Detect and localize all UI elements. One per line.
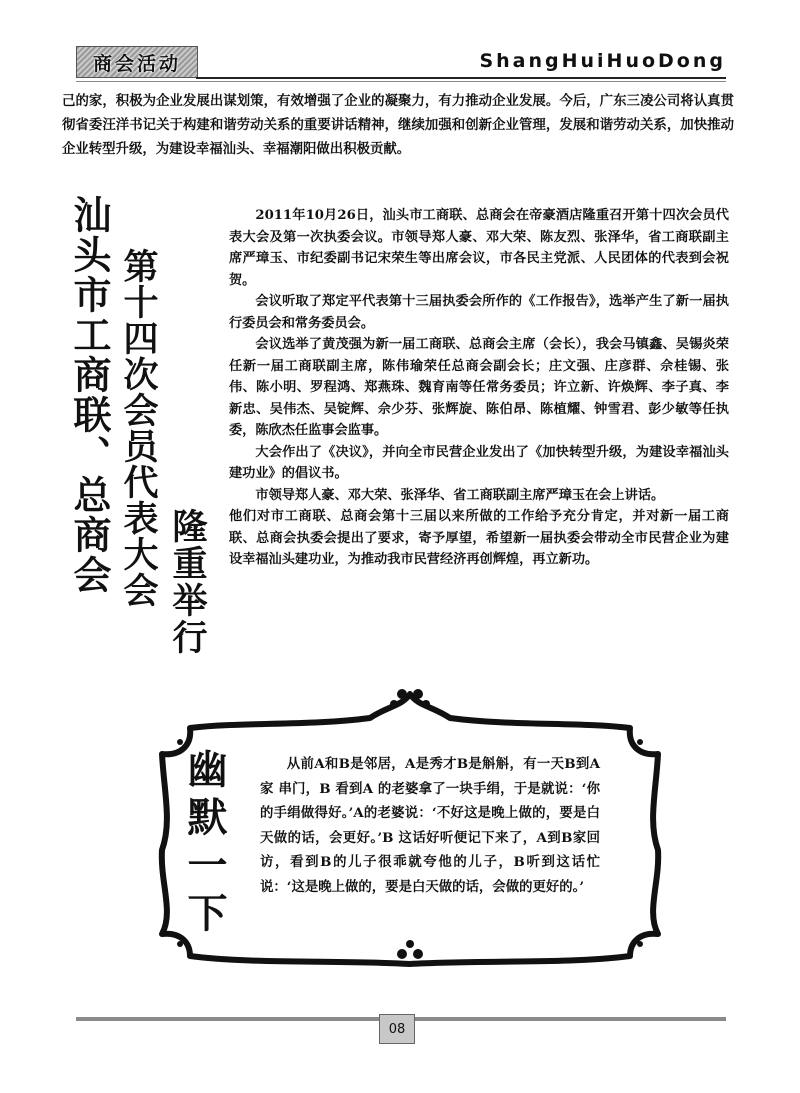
section-label: 商会活动: [92, 52, 181, 75]
article-title-line3: 隆重举行: [167, 508, 207, 656]
article-paragraph: 市领导郑人豪、邓大荣、张泽华、省工商联副主席严璋玉在会上讲话。: [255, 487, 665, 503]
article-paragraph: 大会作出了《决议》，并向全市民营企业发出了《加快转型升级，为建设幸福汕头建功业》的倡议书。: [229, 444, 729, 481]
article-paragraph: 会议选举了黄茂强为新一届工商联、总商会主席（会长），我会马镇鑫、吴锡炎荣任新一届工商联副主席，陈伟瑜荣任总商会副会长；庄文强、庄彦群、佘桂锡、张伟、陈小明、罗程鸿、郑燕珠、魏育南等任常务委员；许立新、许焕辉、李子真、李新忠、吴伟杰、吴锭辉、佘少芬、张辉旋、陈伯昂、陈植耀、钟雪君、彭少敏等任执委，陈欣杰任监事会监事。: [229, 337, 729, 438]
page-header: [76, 46, 726, 80]
article-title-line1: 汕头市工商联、总商会: [67, 195, 111, 595]
section-tag: [76, 46, 198, 78]
article-paragraph: 他们对市工商联、总商会第十三届以来所做的工作给予充分肯定，并对新一届工商联、总商会执委会提出了要求，寄予厚望，希望新一届执委会带动全市民营企业为建设幸福汕头建功业，为推动我市民营经济再创辉煌，再立新功。: [229, 509, 729, 567]
article-body: [229, 205, 729, 571]
humor-text: 从前A和B是邻居，A是秀才B是斛斛，有一天B到A家 串门，B 看到A 的老婆拿了一块手绢，于是就说：‘你的手绢做得好。’A的老婆说：‘不好这是晚上做的，要是白天做的话，会更好。’B 这话好听便记下来了，A到B家回访，看到B的儿子很乖就夸他的儿子，B听到这话忙说：‘这是晚上做的，要是白天做的话，会做的更好的。’: [260, 756, 600, 895]
humor-title: 幽默一下: [181, 748, 227, 940]
header-rule-thin: [76, 81, 726, 82]
article-paragraph: 2011年10月26日，汕头市工商联、总商会在帝豪酒店隆重召开第十四次会员代表大会及第一次执委会议。市领导郑人豪、邓大荣、陈友烈、张泽华，省工商联副主席严璋玉、市纪委副书记宋荣生等出席会议，市各民主党派、人民团体的代表到会祝贺。: [229, 208, 729, 288]
header-rule: [196, 77, 726, 79]
page-number: 08: [379, 1014, 415, 1044]
article-paragraph: 会议听取了郑定平代表第十三届执委会所作的《工作报告》，选举产生了新一届执行委员会和常务委员会。: [229, 294, 729, 331]
header-english-title: ShangHuiHuoDong: [479, 50, 726, 72]
intro-paragraph: 己的家，积极为企业发展出谋划策，有效增强了企业的凝聚力，有力推动企业发展。今后，广东三凌公司将认真贯彻省委汪洋书记关于构建和谐劳动关系的重要讲话精神，继续加强和创新企业管理，发展和谐劳动关系，加快推动企业转型升级，为建设幸福汕头、幸福潮阳做出积极贡献。: [62, 93, 734, 157]
article-title-line2: 第十四次会员代表大会: [118, 248, 158, 608]
